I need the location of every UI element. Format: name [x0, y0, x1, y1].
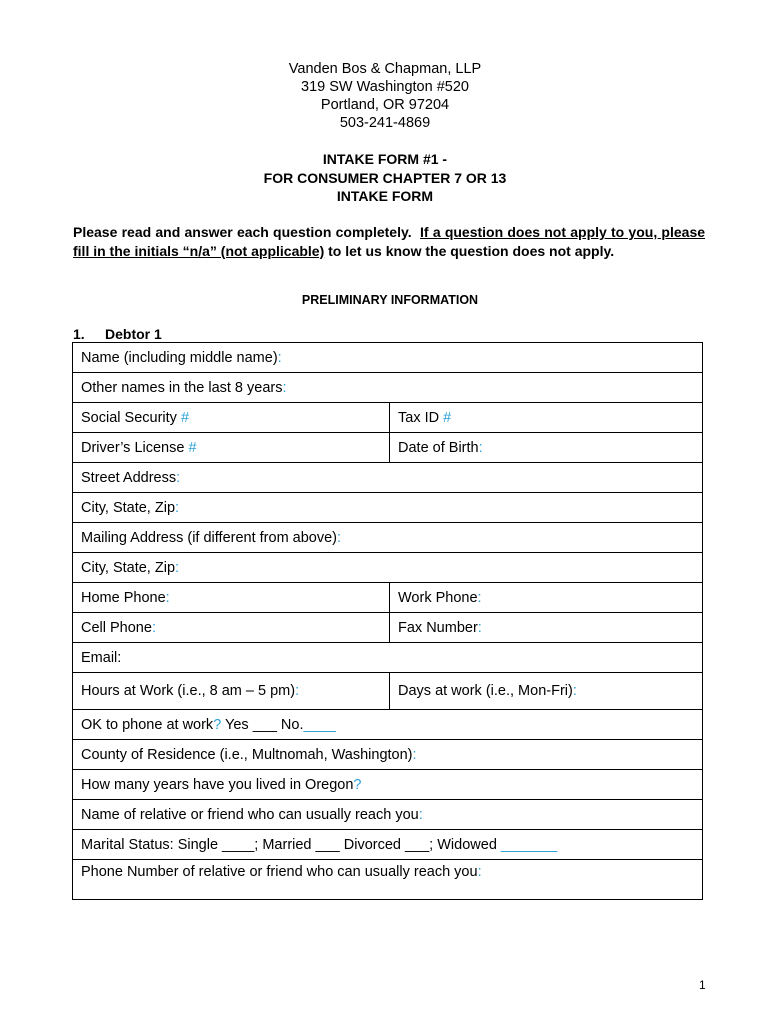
debtor-number: 1.	[73, 326, 85, 342]
fax-number-field[interactable]: Fax Number:	[390, 613, 703, 643]
tax-id-field[interactable]: Tax ID #	[390, 403, 703, 433]
instructions-part2: If a question does not apply to you, please fill in the initials “n/a” (not applicable)	[73, 224, 706, 259]
marital-status-field[interactable]: Marital Status: Single ____; Married ___ Divorced ___; Widowed _______	[73, 830, 703, 860]
table-row	[73, 373, 703, 403]
name-field[interactable]: Name (including middle name):	[73, 343, 703, 373]
table-row	[73, 403, 703, 433]
table-row	[73, 613, 703, 643]
table-row	[73, 643, 703, 673]
street-address-field[interactable]: Street Address:	[73, 463, 703, 493]
table-row	[73, 523, 703, 553]
table-row	[73, 343, 703, 373]
form-title-line2: FOR CONSUMER CHAPTER 7 OR 13	[263, 169, 507, 186]
email-field[interactable]: Email:	[73, 643, 703, 673]
firm-address-line2: Portland, OR 97204	[320, 97, 450, 113]
table-row	[73, 673, 703, 710]
form-title	[0, 150, 770, 206]
firm-phone: 503-241-4869	[339, 115, 431, 131]
table-row	[73, 710, 703, 740]
work-phone-field[interactable]: Work Phone:	[390, 583, 703, 613]
firm-name: Vanden Bos & Chapman, LLP	[288, 61, 482, 77]
table-row	[73, 583, 703, 613]
form-title-line3: INTAKE FORM	[336, 188, 434, 204]
table-row	[73, 830, 703, 860]
other-names-field[interactable]: Other names in the last 8 years:	[73, 373, 703, 403]
section-heading: PRELIMINARY INFORMATION	[301, 293, 479, 307]
table-row	[73, 553, 703, 583]
mailing-city-state-zip-field[interactable]: City, State, Zip:	[73, 553, 703, 583]
cell-phone-field[interactable]: Cell Phone:	[73, 613, 390, 643]
table-row	[73, 740, 703, 770]
debtor-label: Debtor 1	[105, 326, 162, 342]
hours-at-work-field[interactable]: Hours at Work (i.e., 8 am – 5 pm):	[73, 673, 390, 710]
firm-address-line1: 319 SW Washington #520	[301, 79, 469, 95]
relative-phone-field[interactable]: Phone Number of relative or friend who can usually reach you:	[73, 860, 703, 900]
ok-to-phone-field[interactable]: OK to phone at work? Yes ___ No.____	[73, 710, 703, 740]
dob-field[interactable]: Date of Birth:	[390, 433, 703, 463]
mailing-address-field[interactable]: Mailing Address (if different from above):	[73, 523, 703, 553]
years-in-oregon-field[interactable]: How many years have you lived in Oregon?	[73, 770, 703, 800]
instructions-part3: to let us know the question does not apply.	[328, 242, 615, 259]
home-phone-field[interactable]: Home Phone:	[73, 583, 390, 613]
debtor-info-table	[72, 342, 703, 900]
table-row	[73, 433, 703, 463]
firm-header	[0, 60, 770, 132]
relative-name-field[interactable]: Name of relative or friend who can usually reach you:	[73, 800, 703, 830]
form-title-line1: INTAKE FORM #1 -	[322, 151, 448, 167]
debtor-heading	[73, 326, 162, 342]
table-row	[73, 800, 703, 830]
county-field[interactable]: County of Residence (i.e., Multnomah, Washington):	[73, 740, 703, 770]
page-number: 1	[699, 978, 706, 992]
table-row	[73, 770, 703, 800]
drivers-license-field[interactable]: Driver’s License #	[73, 433, 390, 463]
ssn-field[interactable]: Social Security #	[73, 403, 390, 433]
table-row	[73, 463, 703, 493]
city-state-zip-field[interactable]: City, State, Zip:	[73, 493, 703, 523]
days-at-work-field[interactable]: Days at work (i.e., Mon-Fri):	[390, 673, 703, 710]
table-row	[73, 493, 703, 523]
instructions	[73, 223, 705, 260]
instructions-part1: Please read and answer each question completely.	[73, 224, 412, 240]
table-row	[73, 860, 703, 900]
